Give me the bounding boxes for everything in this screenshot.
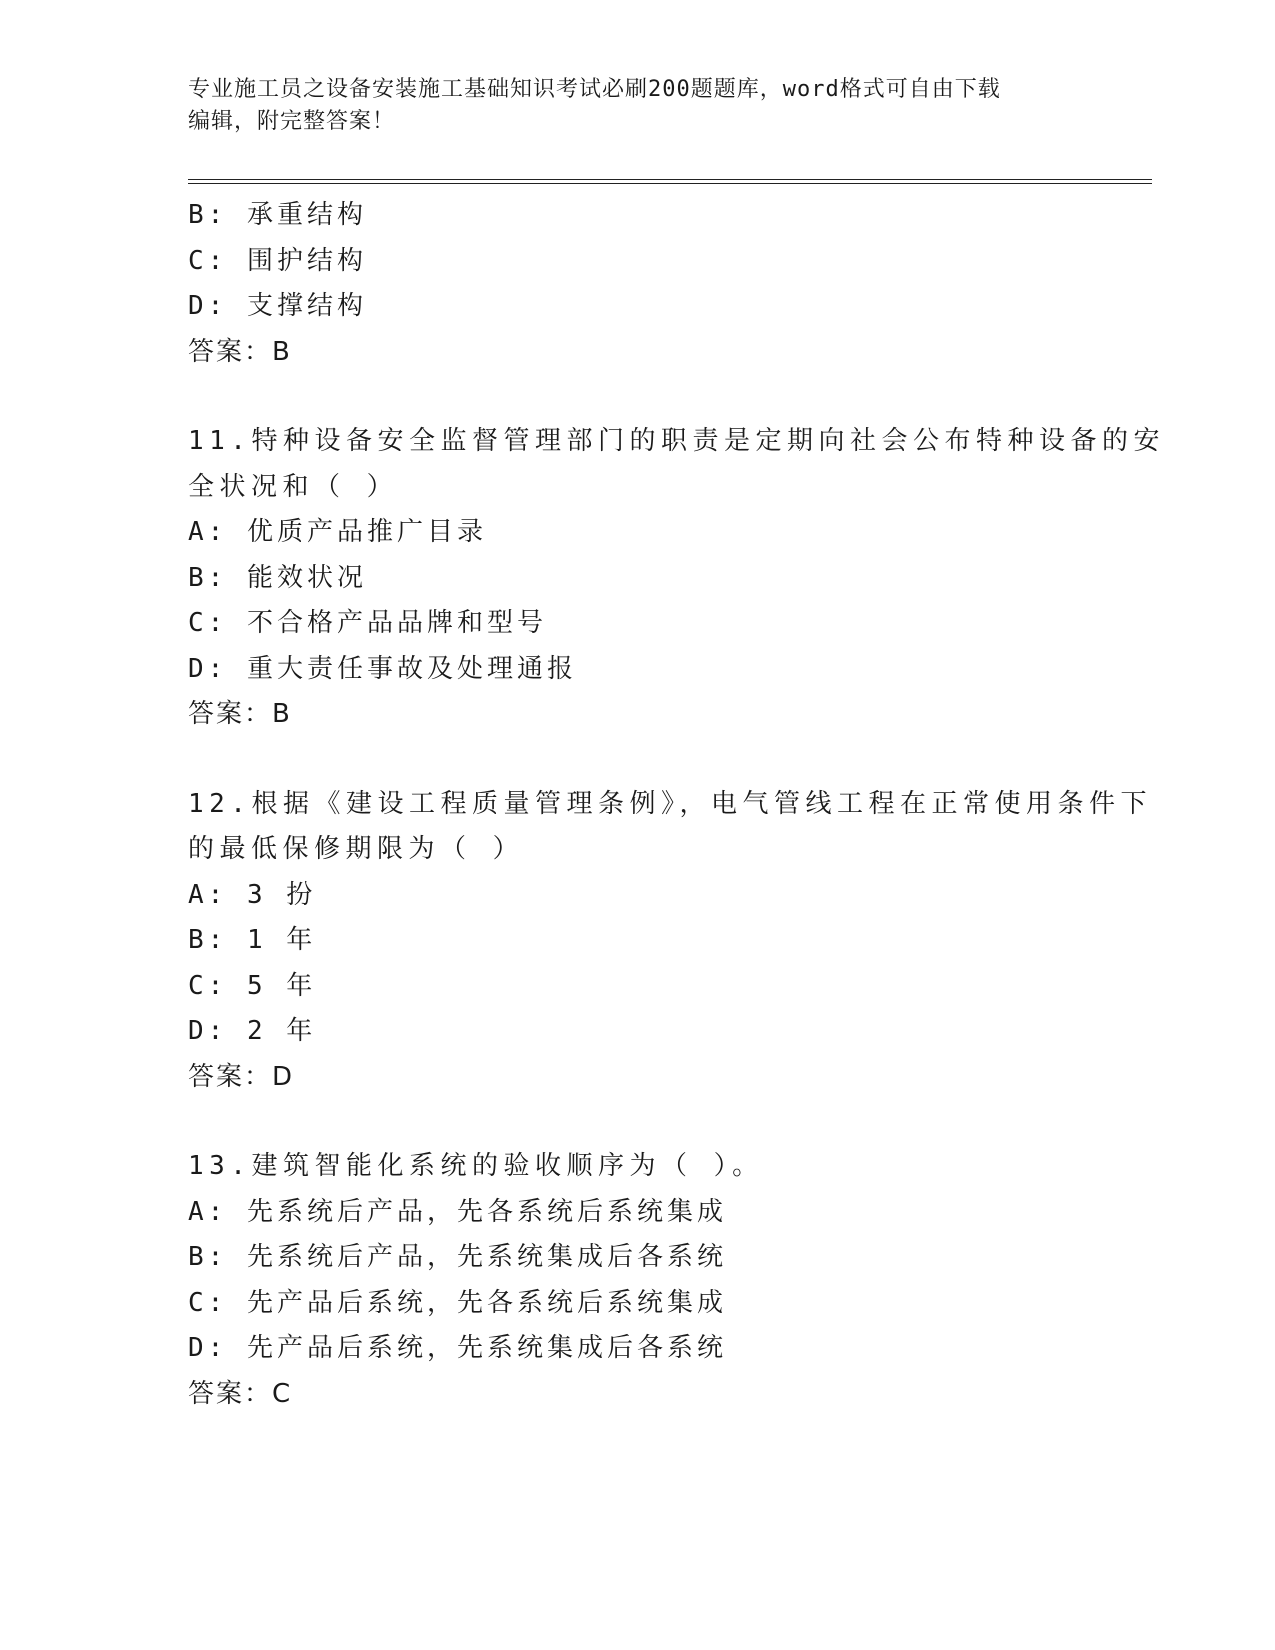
option-a: A: 先系统后产品，先各系统后系统集成 [188,1196,727,1227]
question-fragment [188,193,1088,375]
question-text-line: 11.特种设备安全监督管理部门的职责是定期向社会公布特种设备的安 [188,426,1165,456]
option-d: D: 重大责任事故及处理通报 [188,653,577,684]
option-b: B: 能效状况 [188,562,367,593]
option-a: A: 3 扮 [188,879,317,910]
answer: 答案：C [188,1378,293,1409]
option-d: D: 先产品后系统，先系统集成后各系统 [188,1333,727,1363]
option-c: C: 先产品后系统，先各系统后系统集成 [188,1287,727,1318]
header-line-2: 编辑，附完整答案！ [188,109,396,134]
question-text [188,782,1152,873]
option-d: D: 2 年 [188,1016,317,1046]
question-list [188,193,1165,1417]
header-line-1: 专业施工员之设备安装施工基础知识考试必刷200题题库，word格式可自由下载 [188,77,1001,102]
option-d: D: 支撑结构 [188,291,367,321]
question-text [188,419,1165,510]
option-c: C: 5 年 [188,970,317,1001]
answer: 答案：B [188,336,292,367]
option-b: B: 1 年 [188,925,317,955]
option-b: B: 先系统后产品，先系统集成后各系统 [188,1242,727,1272]
question-text-line: 12.根据《建设工程质量管理条例》，电气管线工程在正常使用条件下 [188,788,1152,819]
option-a: A: 优质产品推广目录 [188,517,487,547]
question-text-line: 13.建筑智能化系统的验收顺序为（ ）。 [188,1151,764,1181]
answer: 答案：D [188,1061,295,1092]
question-text-line: 全状况和（ ） [188,471,399,502]
option-c: C: 不合格产品品牌和型号 [188,608,547,638]
document-header [188,74,1088,138]
header-divider-bottom [188,183,1152,184]
question-text-line: 的最低保修期限为（ ） [188,834,525,864]
option-b: B: 承重结构 [188,200,367,230]
option-c: C: 围护结构 [188,245,367,276]
question-text [188,1144,1088,1190]
question-13 [188,1144,1088,1417]
header-divider-top [188,179,1152,180]
question-11 [188,419,1165,738]
question-12 [188,782,1152,1101]
answer: 答案：B [188,699,292,729]
